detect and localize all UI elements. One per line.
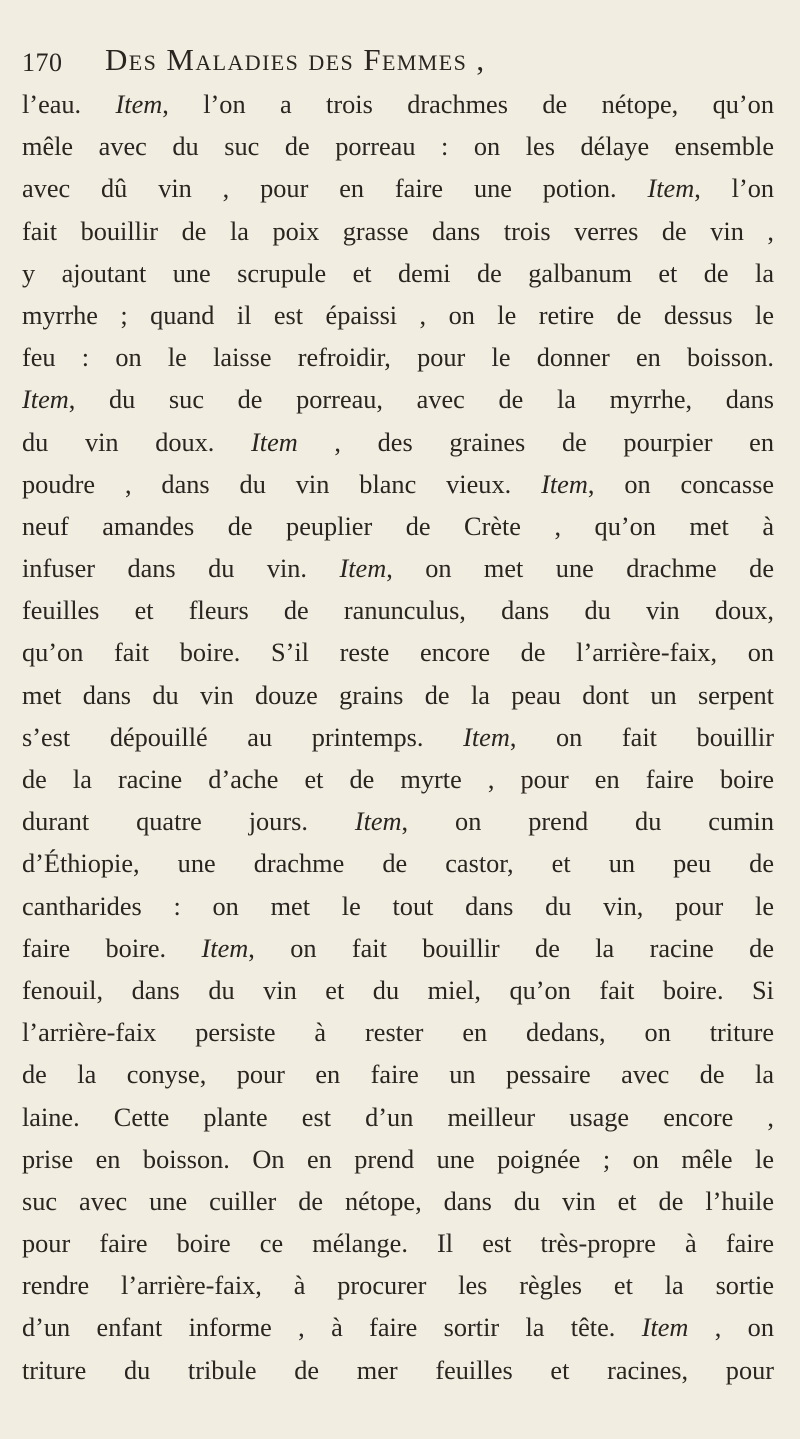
text-line: y ajoutant une scrupule et demi de galbanum et de la bbox=[22, 258, 774, 288]
text-line: l’arrière-faix persiste à rester en dedans, on triture bbox=[22, 1018, 774, 1048]
text-line: de la racine d’ache et de myrte , pour en faire boire bbox=[22, 765, 774, 794]
text-line: fenouil, dans du vin et du miel, qu’on fait boire. Si bbox=[22, 975, 774, 1005]
text-line: triture du tribule de mer feuilles et racines, pour bbox=[22, 1355, 774, 1385]
running-title: Des Maladies des Femmes , bbox=[105, 42, 486, 77]
text-line: met dans du vin douze grains de la peau dont un serpent bbox=[22, 680, 774, 710]
text-line: qu’on fait boire. S’il reste encore de l’arrière-faix, on bbox=[22, 638, 774, 668]
text-line: de la conyse, pour en faire un pessaire avec de la bbox=[22, 1060, 774, 1090]
text-line: cantharides : on met le tout dans du vin, pour le bbox=[22, 891, 774, 921]
text-line: s’est dépouillé au printemps. Item, on fait bouillir bbox=[22, 722, 774, 752]
text-line: l’eau. Item, l’on a trois drachmes de nétope, qu’on bbox=[22, 90, 774, 119]
text-line: rendre l’arrière-faix, à procurer les règles et la sortie bbox=[22, 1271, 774, 1301]
text-line: infuser dans du vin. Item, on met une drachme de bbox=[22, 554, 774, 584]
text-line: feuilles et fleurs de ranunculus, dans du vin doux, bbox=[22, 596, 774, 626]
text-line: d’Éthiopie, une drachme de castor, et un peu de bbox=[22, 849, 774, 879]
text-line: avec dû vin , pour en faire une potion. Item, l’on bbox=[22, 174, 774, 204]
text-line: pour faire boire ce mélange. Il est très-propre à faire bbox=[22, 1229, 774, 1259]
text-line: Item, du suc de porreau, avec de la myrrhe, dans bbox=[22, 385, 774, 415]
page-number: 170 bbox=[22, 48, 63, 77]
text-line: prise en boisson. On en prend une poignée ; on mêle le bbox=[22, 1144, 774, 1174]
text-line: myrrhe ; quand il est épaissi , on le retire de dessus le bbox=[22, 300, 774, 330]
text-line: fait bouillir de la poix grasse dans trois verres de vin , bbox=[22, 216, 774, 246]
body-text bbox=[22, 84, 774, 1392]
text-line: du vin doux. Item , des graines de pourpier en bbox=[22, 427, 774, 457]
text-line: laine. Cette plante est d’un meilleur usage encore , bbox=[22, 1102, 774, 1132]
text-line: suc avec une cuiller de nétope, dans du vin et de l’huile bbox=[22, 1186, 774, 1216]
text-line: poudre , dans du vin blanc vieux. Item, on concasse bbox=[22, 469, 774, 499]
text-line: d’un enfant informe , à faire sortir la tête. Item , on bbox=[22, 1313, 774, 1343]
page-header bbox=[22, 42, 762, 86]
text-line: durant quatre jours. Item, on prend du cumin bbox=[22, 807, 774, 837]
text-line: mêle avec du suc de porreau : on les délaye ensemble bbox=[22, 132, 774, 162]
text-line: faire boire. Item, on fait bouillir de la racine de bbox=[22, 933, 774, 963]
text-line: feu : on le laisse refroidir, pour le donner en boisson. bbox=[22, 343, 774, 373]
text-line: neuf amandes de peuplier de Crète , qu’on met à bbox=[22, 511, 774, 541]
